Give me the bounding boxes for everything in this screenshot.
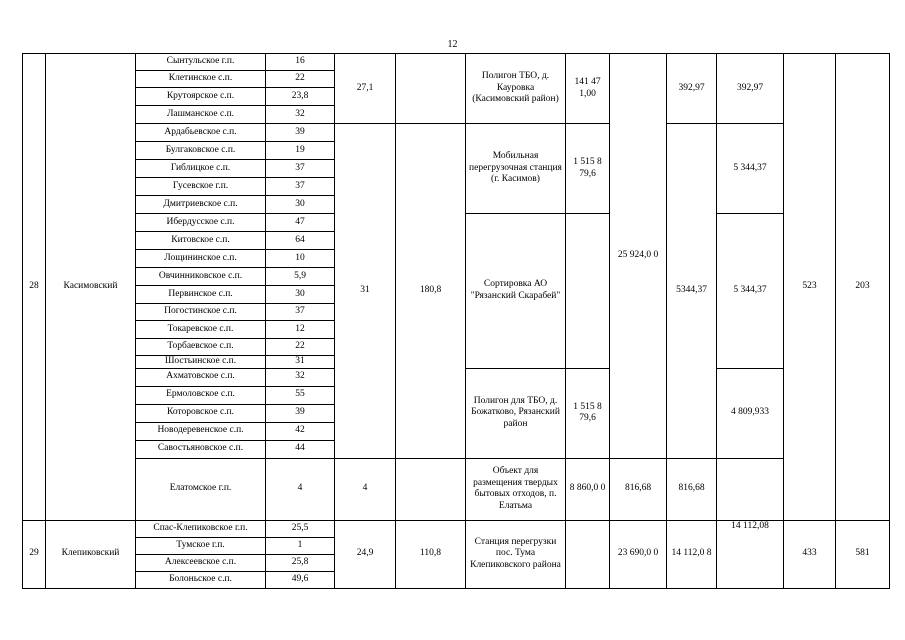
total-capacity: 25 924,0 0 [610, 54, 667, 459]
settlement-name: Лашманское с.п. [136, 106, 266, 124]
group-volume: 110,8 [396, 520, 466, 588]
group-norm: 31 [335, 124, 396, 459]
settlement-name: Первинское с.п. [136, 286, 266, 304]
object-capacity: 1 515 8 79,6 [566, 368, 610, 458]
row-number: 28 [23, 54, 46, 521]
settlement-value: 16 [266, 54, 335, 71]
object-name: Мобильная перегрузочная станция (г. Касимов) [466, 124, 566, 214]
group-volume: 180,8 [396, 124, 466, 459]
settlement-value: 31 [266, 356, 335, 369]
settlement-name: Булгаковское с.п. [136, 142, 266, 160]
object-value-2: 5 344,37 [717, 124, 784, 214]
settlement-value: 32 [266, 106, 335, 124]
settlement-value: 64 [266, 232, 335, 250]
settlement-value: 44 [266, 440, 335, 458]
settlement-name: Дмитриевское с.п. [136, 196, 266, 214]
settlement-value: 1 [266, 537, 335, 554]
group-volume-empty [396, 458, 466, 520]
settlement-name: Новодеревенское с.п. [136, 422, 266, 440]
settlement-value: 55 [266, 386, 335, 404]
column-b-value: 203 [836, 54, 890, 521]
district-name: Клепиковский [46, 520, 136, 588]
settlement-name: Овчинниковское с.п. [136, 268, 266, 286]
settlement-name: Гусевское г.п. [136, 178, 266, 196]
settlement-value: 10 [266, 250, 335, 268]
settlement-value: 19 [266, 142, 335, 160]
group-volume-empty [396, 54, 466, 124]
object-value-1: 816,68 [610, 458, 667, 520]
settlement-value: 30 [266, 286, 335, 304]
column-a-value: 433 [784, 520, 836, 588]
mid-value: 5344,37 [667, 124, 717, 459]
settlement-name: Ардабьевское с.п. [136, 124, 266, 142]
object-value-1: 392,97 [667, 54, 717, 124]
settlement-value: 5,9 [266, 268, 335, 286]
page-number: 12 [447, 39, 458, 50]
settlement-name: Торбаевское с.п. [136, 339, 266, 356]
object-capacity: 141 47 1,00 [566, 54, 610, 124]
object-value-2: 14 112,08 [717, 520, 784, 588]
settlement-name: Алексеевское с.п. [136, 554, 266, 571]
row-number: 29 [23, 520, 46, 588]
settlement-value: 25,5 [266, 520, 335, 537]
settlement-value: 25,8 [266, 554, 335, 571]
total-capacity: 23 690,0 0 [610, 520, 667, 588]
settlement-value: 47 [266, 214, 335, 232]
object-name: Полигон ТБО, д. Кауровка (Касимовский район) [466, 54, 566, 124]
settlement-name: Китовское с.п. [136, 232, 266, 250]
settlement-value: 49,6 [266, 571, 335, 588]
settlement-name: Гиблицкое с.п. [136, 160, 266, 178]
settlement-value: 12 [266, 321, 335, 339]
settlement-value: 22 [266, 71, 335, 88]
object-name: Сортировка АО "Рязанский Скарабей" [466, 214, 566, 369]
settlement-name: Лощининское с.п. [136, 250, 266, 268]
group-norm: 24,9 [335, 520, 396, 588]
settlement-name: Ермоловское с.п. [136, 386, 266, 404]
object-value-2: 816,68 [667, 458, 717, 520]
settlement-value: 22 [266, 339, 335, 356]
settlement-value: 23,8 [266, 88, 335, 106]
object-name: Полигон для ТБО, д. Божатково, Рязанский район [466, 368, 566, 458]
settlement-name: Которовское с.п. [136, 404, 266, 422]
settlement-name: Тумское г.п. [136, 537, 266, 554]
table-row [23, 520, 890, 537]
object-capacity: 8 860,0 0 [566, 458, 610, 520]
settlement-name: Болоньское с.п. [136, 571, 266, 588]
waste-management-table [22, 53, 890, 589]
column-a-value: 523 [784, 54, 836, 521]
object-name: Объект для размещения твердых бытовых отходов, п. Елатьма [466, 458, 566, 520]
object-value-2: 5 344,37 [717, 214, 784, 369]
settlement-name: Ибердусское с.п. [136, 214, 266, 232]
table-row [23, 458, 890, 520]
object-capacity-empty [566, 520, 610, 588]
settlement-value: 42 [266, 422, 335, 440]
table-row [23, 124, 890, 142]
settlement-name: Савостьяновское с.п. [136, 440, 266, 458]
settlement-name: Сынтульское г.п. [136, 54, 266, 71]
object-value-2: 4 809,933 [717, 368, 784, 458]
settlement-value: 30 [266, 196, 335, 214]
settlement-value: 37 [266, 178, 335, 196]
table-row [23, 54, 890, 71]
settlement-value: 39 [266, 404, 335, 422]
settlement-value: 32 [266, 368, 335, 386]
settlement-name: Елатомское г.п. [136, 458, 266, 520]
district-name: Касимовский [46, 54, 136, 521]
object-capacity-empty [566, 214, 610, 369]
column-b-value: 581 [836, 520, 890, 588]
settlement-value: 4 [266, 458, 335, 520]
object-value-1: 14 112,0 8 [667, 520, 717, 588]
object-name: Станция перегрузки пос. Тума Клепиковского района [466, 520, 566, 588]
object-value-2: 392,97 [717, 54, 784, 124]
settlement-name: Токаревское с.п. [136, 321, 266, 339]
settlement-name: Шостьинское с.п. [136, 356, 266, 369]
settlement-name: Спас-Клепиковское г.п. [136, 520, 266, 537]
group-norm: 4 [335, 458, 396, 520]
settlement-value: 37 [266, 304, 335, 321]
object-capacity: 1 515 8 79,6 [566, 124, 610, 214]
group-norm: 27,1 [335, 54, 396, 124]
settlement-name: Крутоярское с.п. [136, 88, 266, 106]
settlement-value: 39 [266, 124, 335, 142]
settlement-value: 37 [266, 160, 335, 178]
settlement-name: Погостинское с.п. [136, 304, 266, 321]
settlement-name: Ахматовское с.п. [136, 368, 266, 386]
settlement-name: Клетинское с.п. [136, 71, 266, 88]
